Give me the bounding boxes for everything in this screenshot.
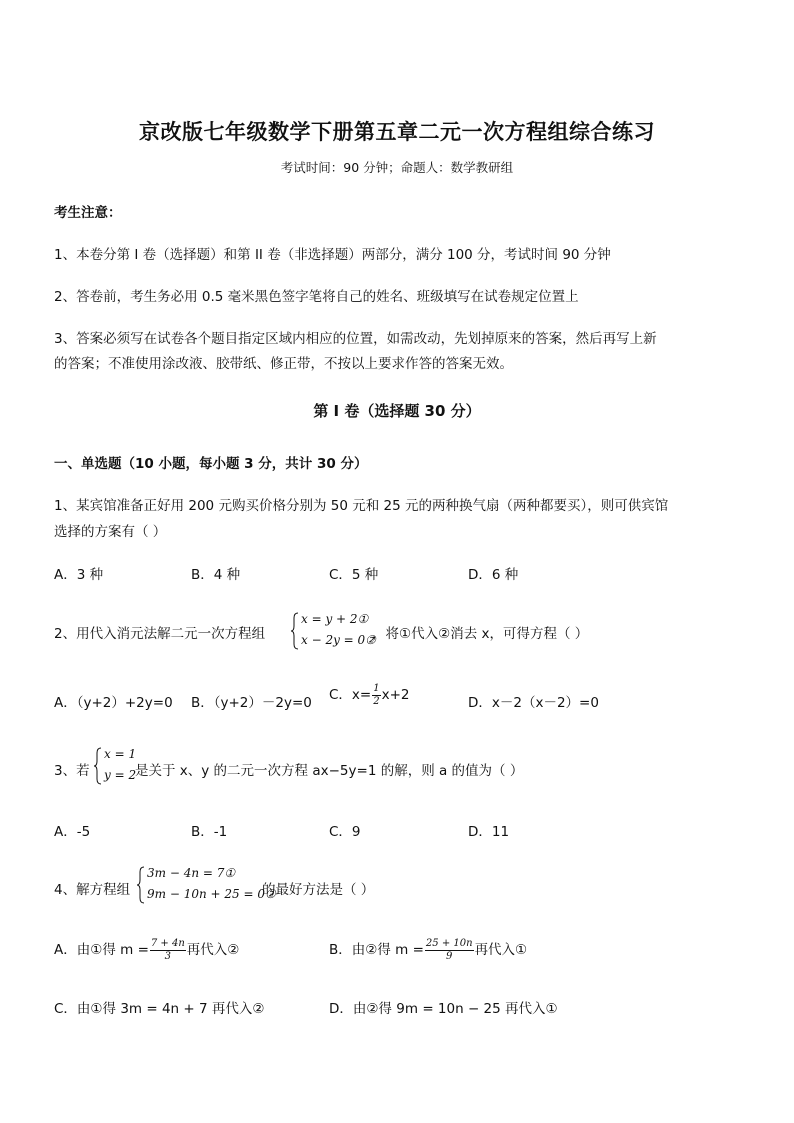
q3-option-b[interactable]: B．-1 — [191, 824, 228, 840]
q2-option-c[interactable] — [329, 683, 410, 707]
q4-option-a[interactable] — [54, 938, 239, 962]
exam-info: 考试时间：90 分钟；命题人：数学教研组 — [280, 160, 514, 175]
q3-option-d[interactable]: D．11 — [468, 824, 510, 840]
left-brace-icon — [93, 746, 103, 786]
question-4-suffix: 的最好方法是（ ） — [262, 882, 375, 898]
q2-eq-1: x = y + 2① — [301, 612, 369, 626]
question-1-text: 1、某宾馆准备正好用 200 元购买价格分别为 50 元和 25 元的两种换气扇（两种都要买），则可供宾馆 — [54, 498, 669, 514]
q2-option-d[interactable]: D．x－2（x－2）=0 — [468, 695, 599, 711]
fraction-numerator: 7 + 4n — [150, 937, 185, 949]
q4-option-a-pre: A．由①得 m = — [54, 942, 149, 958]
q1-option-d[interactable]: D．6 种 — [468, 567, 519, 583]
q2-option-c-fraction — [372, 684, 380, 707]
fraction-denominator: 3 — [164, 950, 172, 962]
q4-option-b[interactable] — [329, 938, 527, 962]
q1-option-a[interactable]: A．3 种 — [54, 567, 104, 583]
q3-eq-1: x = 1 — [104, 747, 137, 761]
fraction-denominator: 9 — [446, 950, 453, 962]
q4-option-d[interactable]: D．由②得 9m = 10n − 25 再代入① — [329, 1001, 558, 1017]
left-brace-icon — [290, 611, 300, 651]
notice-item-3: 3、答案必须写在试卷各个题目指定区域内相应的位置，如需改动，先划掉原来的答案，然后再写上新 — [54, 331, 657, 347]
q3-eq-2: y = 2 — [104, 768, 137, 782]
question-1-text-cont: 选择的方案有（ ） — [54, 524, 167, 540]
question-4-prefix: 4、解方程组 — [54, 882, 131, 898]
q4-eq-2: 9m − 10n + 25 = 0② — [147, 887, 276, 901]
q2-option-c-post: x+2 — [381, 687, 410, 703]
q3-option-a[interactable]: A．-5 — [54, 824, 91, 840]
q1-option-b[interactable]: B．4 种 — [191, 567, 241, 583]
fraction-denominator: 2 — [373, 695, 380, 707]
notice-item-1: 1、本卷分第 I 卷（选择题）和第 II 卷（非选择题）两部分，满分 100 分，考试时间 90 分钟 — [54, 247, 611, 263]
notice-item-2: 2、答卷前，考生务必用 0.5 毫米黑色签字笔将自己的姓名、班级填写在试卷规定位置上 — [54, 289, 579, 305]
fraction-numerator: 25 + 10n — [425, 937, 473, 949]
fraction-numerator: 1 — [373, 682, 380, 694]
q4-eq-1: 3m − 4n = 7① — [147, 866, 236, 880]
notice-item-3-cont: 的答案；不准使用涂改液、胶带纸、修正带，不按以上要求作答的答案无效。 — [54, 356, 513, 372]
q4-option-c[interactable]: C．由①得 3m = 4n + 7 再代入② — [54, 1001, 265, 1017]
q2-option-a[interactable]: A．（y+2）+2y=0 — [54, 695, 173, 711]
q3-equation-system — [93, 746, 138, 786]
q2-eq-2: x − 2y = 0② — [301, 633, 376, 647]
q4-option-a-post: 再代入② — [186, 942, 240, 958]
question-2-prefix: 2、用代入消元法解二元一次方程组 — [54, 626, 266, 642]
q4-equation-system — [136, 865, 276, 905]
q2-option-c-pre: C．x= — [329, 687, 372, 703]
part-heading: 一、单选题（10 小题，每小题 3 分，共计 30 分） — [54, 456, 368, 472]
q2-equation-system — [290, 611, 376, 651]
question-3-suffix: 是关于 x、y 的二元一次方程 ax−5y=1 的解，则 a 的值为（ ） — [135, 763, 524, 779]
left-brace-icon — [136, 865, 146, 905]
notice-heading: 考生注意： — [54, 205, 122, 221]
q4-option-b-pre: B．由②得 m = — [329, 942, 424, 958]
q2-option-b[interactable]: B．（y+2）－2y=0 — [191, 695, 312, 711]
question-2-suffix: ，将①代入②消去 x，可得方程（ ） — [372, 626, 589, 642]
q4-option-a-fraction — [150, 939, 186, 962]
q3-option-c[interactable]: C．9 — [329, 824, 361, 840]
q4-option-b-fraction — [425, 939, 474, 962]
page-title: 京改版七年级数学下册第五章二元一次方程组综合练习 — [139, 119, 655, 144]
section-title: 第 I 卷（选择题 30 分） — [313, 402, 481, 420]
question-3-prefix: 3、若 — [54, 763, 90, 779]
q1-option-c[interactable]: C．5 种 — [329, 567, 379, 583]
q4-option-b-post: 再代入① — [474, 942, 528, 958]
